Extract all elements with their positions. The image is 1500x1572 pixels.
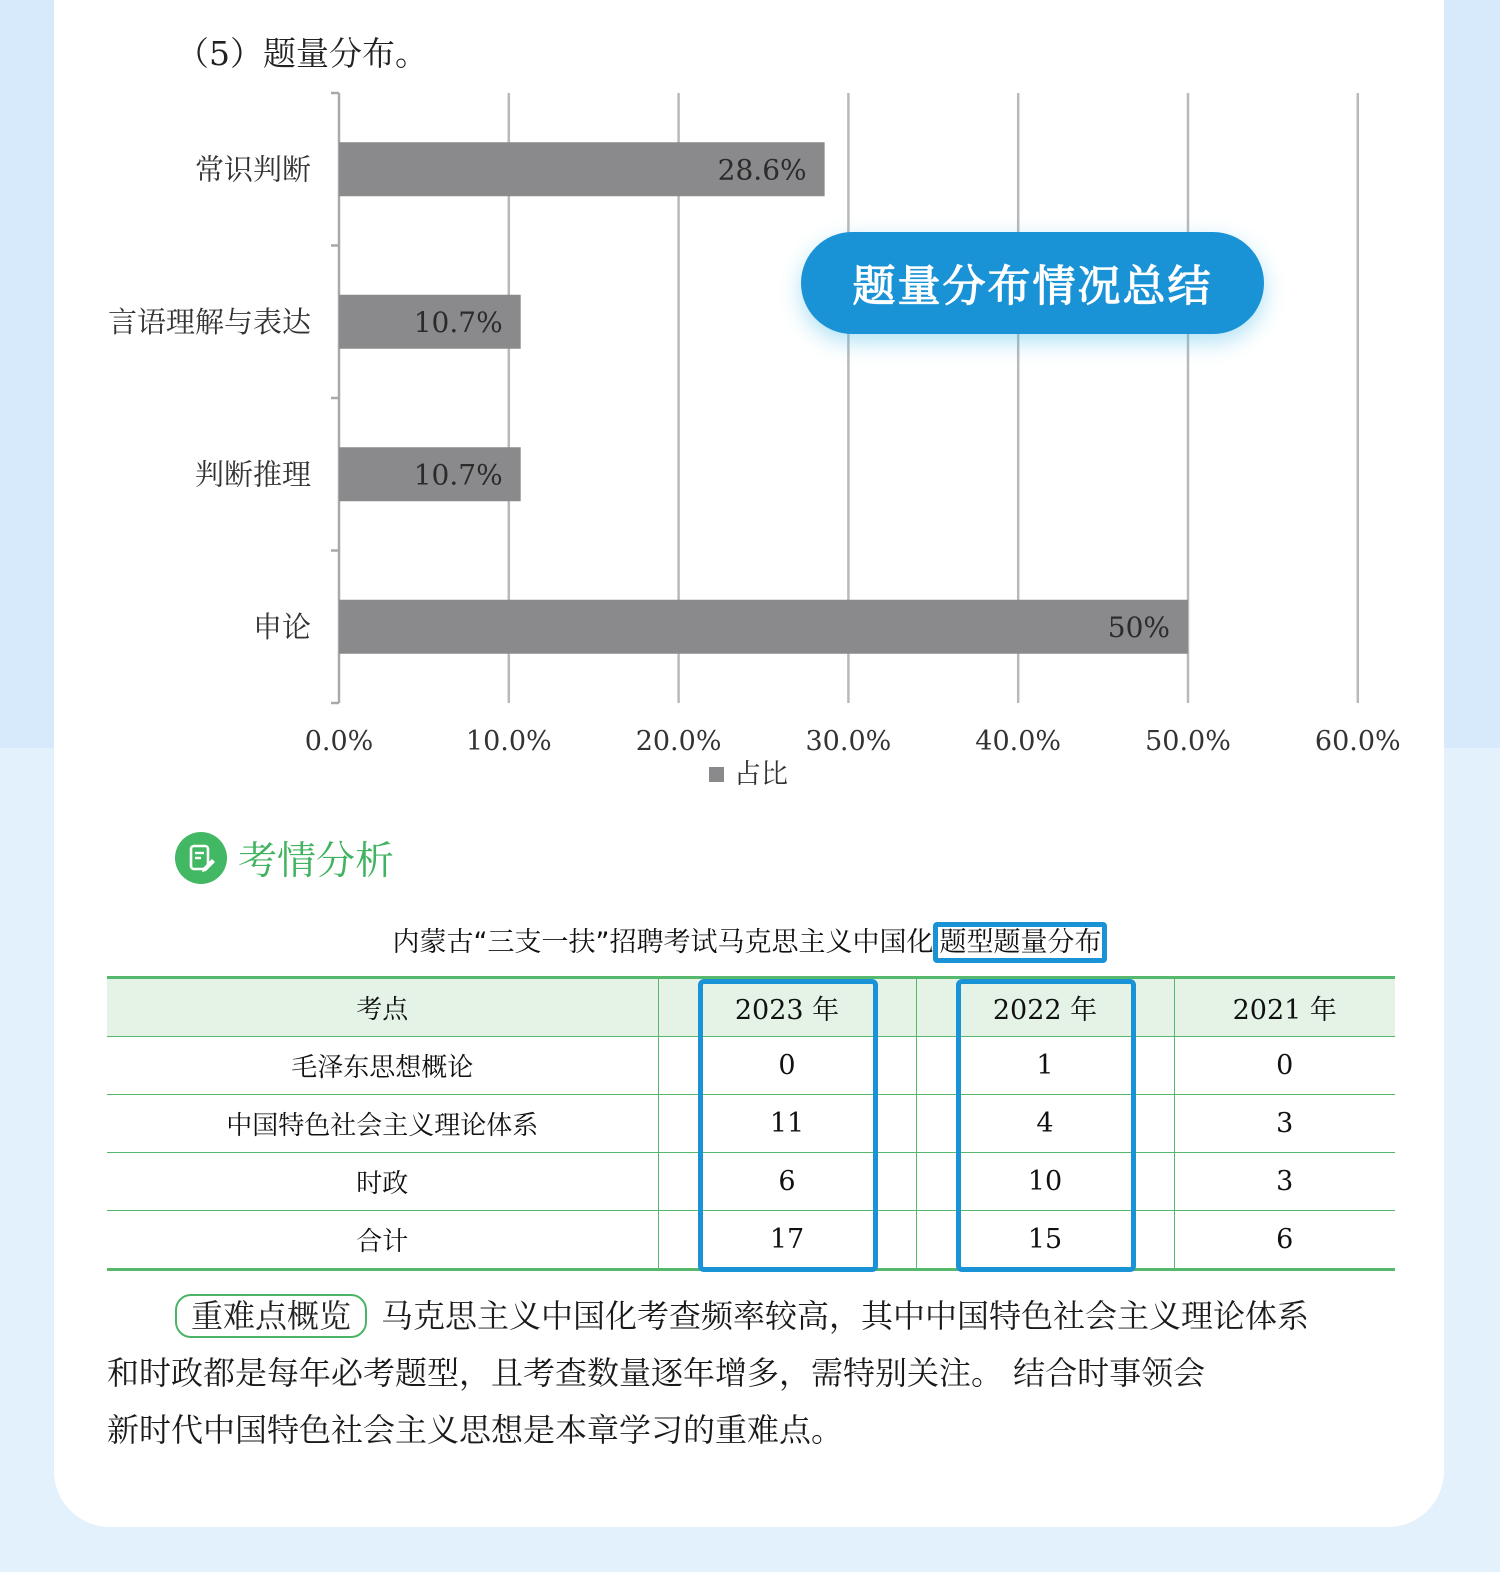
cell-2023: 0 [658, 1037, 916, 1095]
cell-2022: 1 [916, 1037, 1174, 1095]
x-tick-label: 40.0% [975, 726, 1062, 757]
header-topic: 考点 [107, 978, 658, 1037]
cell-topic: 合计 [107, 1211, 658, 1270]
cell-topic: 中国特色社会主义理论体系 [107, 1095, 658, 1153]
cell-2023: 6 [658, 1153, 916, 1211]
key-points-tag: 重难点概览 [175, 1294, 367, 1338]
header-2022: 2022 年 [916, 978, 1174, 1037]
table-title-prefix: 内蒙古“三支一扶”招聘考试马克思主义中国化 [392, 927, 934, 958]
data-label: 50% [1107, 610, 1170, 644]
category-label: 言语理解与表达 [107, 304, 311, 339]
summary-paragraph [107, 1288, 1403, 1459]
cell-2022: 4 [916, 1095, 1174, 1153]
highlight-box-2022 [956, 979, 1136, 1272]
cell-2023: 11 [658, 1095, 916, 1153]
cell-2021: 0 [1174, 1037, 1395, 1095]
header-2021: 2021 年 [1174, 978, 1395, 1037]
cell-2021: 6 [1174, 1211, 1395, 1270]
cell-2022: 15 [916, 1211, 1174, 1270]
x-tick-label: 30.0% [805, 726, 892, 757]
cell-2021: 3 [1174, 1153, 1395, 1211]
x-tick-label: 0.0% [304, 726, 374, 757]
x-tick-label: 60.0% [1314, 726, 1401, 757]
table-title-highlight: 题型题量分布 [933, 922, 1107, 963]
data-label: 10.7% [413, 458, 503, 492]
category-label: 申论 [252, 609, 311, 644]
data-label: 10.7% [413, 305, 503, 339]
cell-2022: 10 [916, 1153, 1174, 1211]
highlight-box-2023 [698, 979, 878, 1272]
cell-topic: 时政 [107, 1153, 658, 1211]
cell-topic: 毛泽东思想概论 [107, 1037, 658, 1095]
x-tick-label: 20.0% [635, 726, 722, 757]
legend-label: 占比 [734, 759, 788, 790]
section-heading: （5）题量分布。 [176, 34, 428, 73]
cell-2021: 3 [1174, 1095, 1395, 1153]
analysis-title: 考情分析 [238, 839, 395, 884]
x-tick-label: 50.0% [1145, 726, 1231, 757]
summary-badge: 题量分布情况总结 [801, 232, 1264, 334]
cell-2023: 17 [658, 1211, 916, 1270]
category-label: 判断推理 [194, 457, 311, 492]
category-label: 常识判断 [194, 152, 311, 187]
summary-line-2: 和时政都是每年必考题型，且考查数量逐年增多，需特别关注。 结合时事领会 [107, 1354, 1206, 1392]
legend-swatch [709, 767, 724, 782]
summary-line-3: 新时代中国特色社会主义思想是本章学习的重难点。 [107, 1411, 844, 1449]
x-tick-label: 10.0% [465, 726, 552, 757]
header-2023: 2023 年 [658, 978, 916, 1037]
summary-text-1: 马克思主义中国化考查频率较高，其中中国特色社会主义理论体系 [381, 1297, 1310, 1335]
data-label: 28.6% [717, 153, 807, 187]
table-title [0, 920, 1500, 959]
summary-line-1 [107, 1288, 1403, 1345]
document-pencil-icon [175, 832, 227, 884]
bar [339, 600, 1188, 654]
